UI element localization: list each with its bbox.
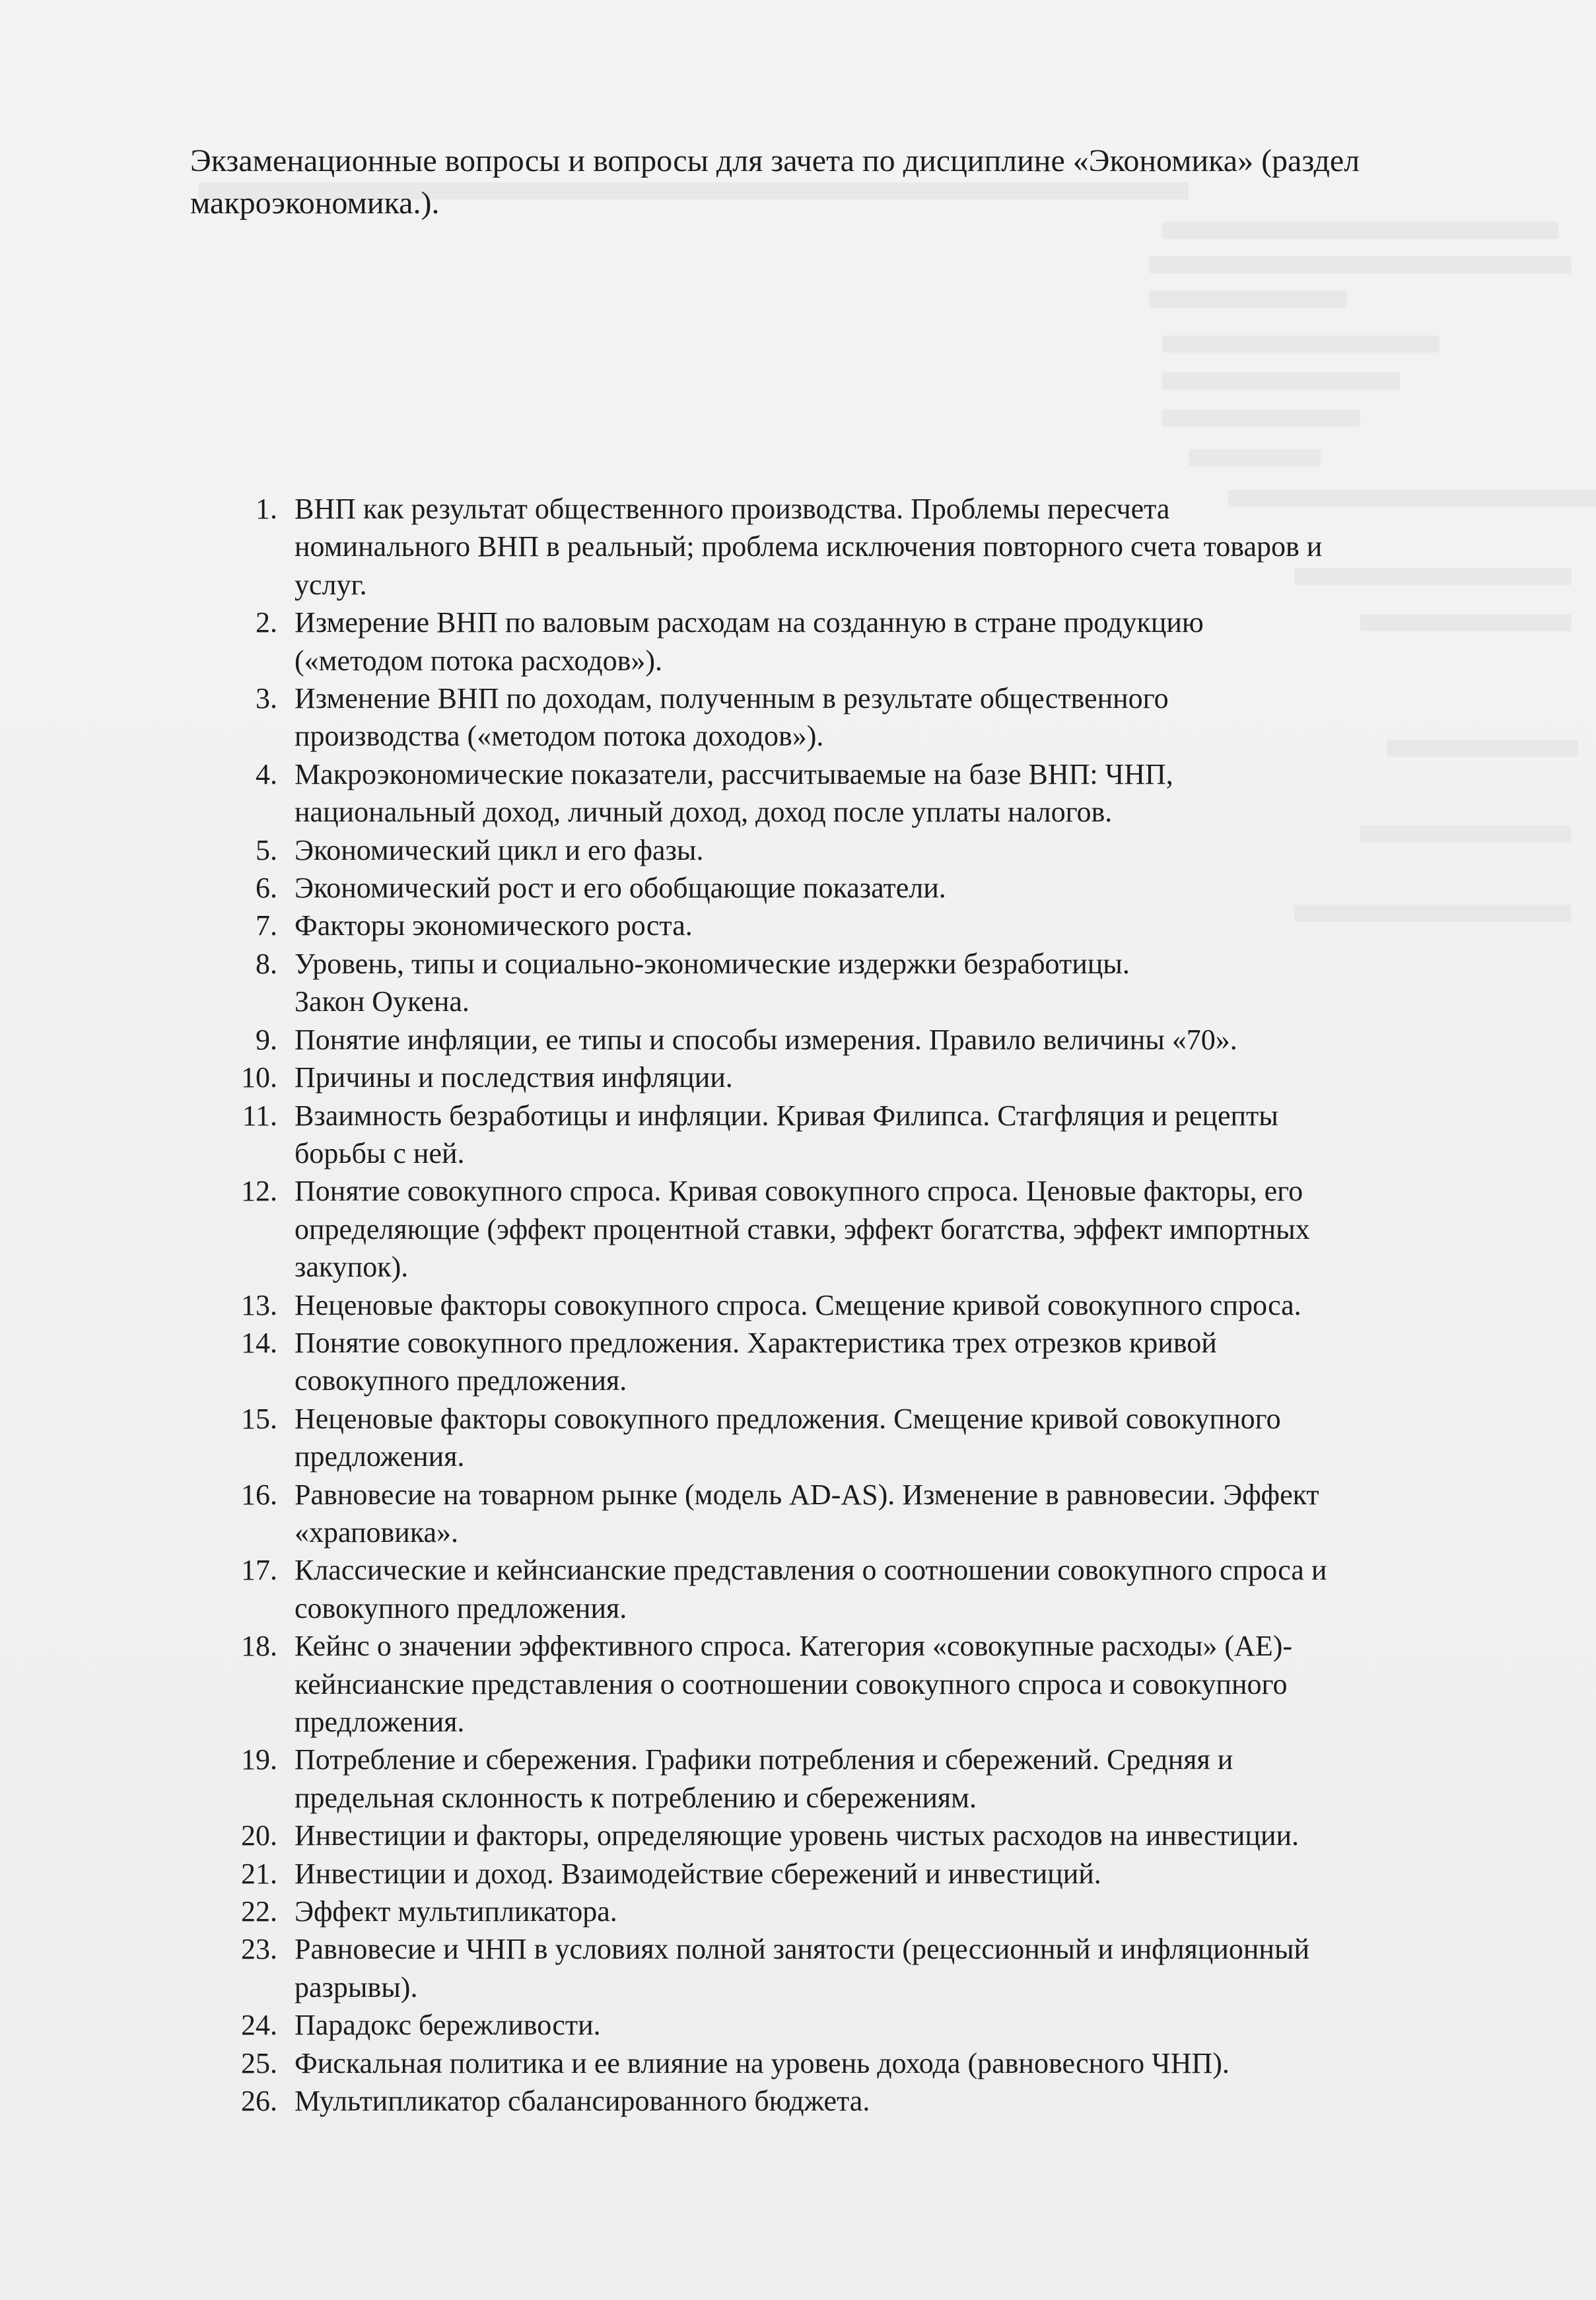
question-item [0,1059,1490,1096]
question-item [0,490,1490,604]
question-item [0,755,1490,831]
question-item [0,1172,1490,1286]
question-item [0,1930,1490,2006]
question-number: 21. [241,1857,277,1890]
question-number: 7. [256,909,277,942]
question-item [0,1817,1490,1854]
question-item [0,2044,1490,2082]
question-number: 1. [256,493,277,525]
question-item [0,1893,1490,1930]
question-text: ВНП как результат общественного производства. Проблемы пересчета номинального ВНП в реальный; проблема исключения повторного счета товаров и услуг. [295,493,1323,601]
question-item [0,1855,1490,1893]
question-number: 25. [241,2046,277,2079]
question-text: Неценовые факторы совокупного спроса. Смещение кривой совокупного спроса. [295,1288,1301,1321]
question-text: Фискальная политика и ее влияние на уровень дохода (равновесного ЧНП). [295,2046,1230,2079]
question-text: Инвестиции и факторы, определяющие уровень чистых расходов на инвестиции. [295,1819,1300,1852]
question-text: Понятие совокупного спроса. Кривая совокупного спроса. Ценовые факторы, его определяющие (эффект процентной ставки, эффект богатства, эффект импортных закупок). [295,1175,1310,1284]
question-text: Понятие совокупного предложения. Характеристика трех отрезков кривой совокупного предложения. [295,1326,1217,1397]
question-text: Потребление и сбережения. Графики потребления и сбережений. Средняя и предельная склонность к потреблению и сбережениям. [295,1743,1233,1814]
question-number: 12. [241,1175,277,1208]
question-text: Эффект мультипликатора. [295,1895,617,1928]
question-text: Классические и кейнсианские представления о соотношении совокупного спроса и совокупного предложения. [295,1554,1327,1624]
question-number: 15. [241,1402,277,1435]
question-number: 2. [256,606,277,639]
question-text: Экономический рост и его обобщающие показатели. [295,872,946,905]
question-item [0,604,1490,680]
question-item [0,1286,1490,1324]
question-item [0,1097,1490,1173]
question-item [0,2006,1490,2044]
question-item [0,1551,1490,1627]
question-text: Причины и последствия инфляции. [295,1061,733,1094]
question-text: Мультипликатор сбалансированного бюджета. [295,2085,870,2118]
question-number: 22. [241,1895,277,1928]
question-item [0,831,1490,869]
question-item [0,1400,1490,1476]
question-item [0,1627,1490,1741]
question-item [0,680,1490,755]
question-number: 9. [256,1023,277,1056]
question-number: 5. [256,833,277,866]
question-item [0,2082,1490,2120]
question-number: 16. [241,1478,277,1511]
question-item [0,1476,1490,1552]
question-number: 24. [241,2009,277,2042]
question-number: 8. [256,947,277,980]
question-list [0,490,1596,2120]
question-text: Равновесие на товарном рынке (модель AD-AS). Изменение в равновесии. Эффект «храповика». [295,1478,1319,1549]
question-text: Экономический цикл и его фазы. [295,833,704,866]
question-number: 18. [241,1630,277,1663]
question-number: 6. [256,872,277,905]
question-text: Измерение ВНП по валовым расходам на созданную в стране продукцию («методом потока расходов»). [295,606,1204,677]
question-text: Неценовые факторы совокупного предложения. Смещение кривой совокупного предложения. [295,1402,1281,1473]
question-number: 4. [256,757,277,790]
question-text: Инвестиции и доход. Взаимодействие сбережений и инвестиций. [295,1857,1101,1890]
document-heading: Экзаменационные вопросы и вопросы для зачета по дисциплине «Экономика» (раздел макроэкономика.). [190,143,1360,221]
question-item [0,945,1490,1021]
question-number: 19. [241,1743,277,1776]
question-text: Уровень, типы и социально-экономические издержки безработицы. Закон Оукена. [295,947,1130,1018]
question-number: 10. [241,1061,277,1094]
question-number: 13. [241,1288,277,1321]
question-number: 14. [241,1326,277,1359]
question-text: Взаимность безработицы и инфляции. Кривая Филипса. Стагфляция и рецепты борьбы с ней. [295,1099,1278,1169]
question-text: Изменение ВНП по доходам, полученным в результате общественного производства («методом потока доходов»). [295,682,1169,753]
question-text: Парадокс бережливости. [295,2009,601,2042]
question-item [0,1324,1490,1400]
question-item [0,1021,1490,1059]
question-text: Равновесие и ЧНП в условиях полной занятости (рецессионный и инфляционный разрывы). [295,1933,1310,2004]
question-item [0,907,1490,944]
question-text: Факторы экономического роста. [295,909,693,942]
question-number: 17. [241,1554,277,1587]
question-item [0,869,1490,907]
question-item [0,1741,1490,1817]
question-number: 23. [241,1933,277,1966]
question-number: 3. [256,682,277,715]
question-number: 11. [242,1099,277,1132]
question-text: Понятие инфляции, ее типы и способы измерения. Правило величины «70». [295,1023,1237,1056]
question-text: Макроэкономические показатели, рассчитываемые на базе ВНП: ЧНП, национальный доход, личный доход, доход после уплаты налогов. [295,757,1173,829]
question-number: 26. [241,2085,277,2118]
question-number: 20. [241,1819,277,1852]
question-text: Кейнс о значении эффективного спроса. Категория «совокупные расходы» (АЕ)- кейнсианские представления о соотношении совокупного спроса и совокупного предложения. [295,1630,1293,1738]
